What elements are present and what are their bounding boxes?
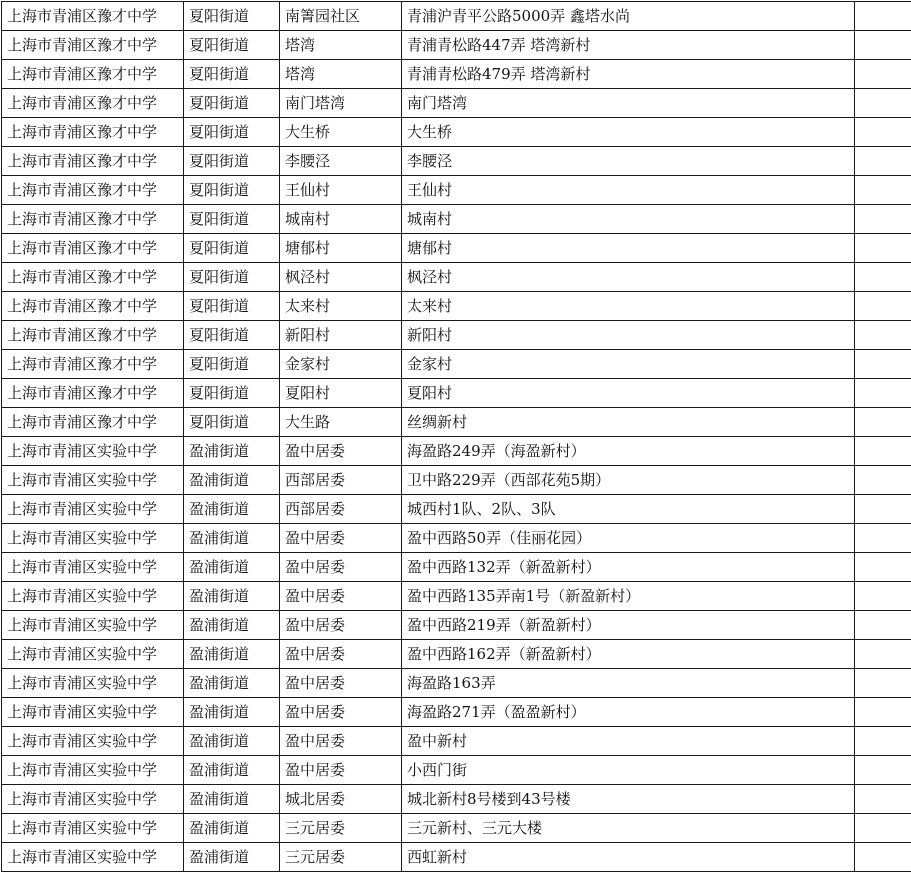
school-cell: 上海市青浦区豫才中学 xyxy=(2,2,184,31)
table-row xyxy=(2,524,911,553)
street-cell: 盈浦街道 xyxy=(184,466,280,495)
address-cell: 盈中西路162弄（新盈新村） xyxy=(402,640,855,669)
committee-cell: 盈中居委 xyxy=(280,698,402,727)
table-row xyxy=(2,60,911,89)
street-cell: 夏阳街道 xyxy=(184,234,280,263)
address-cell: 海盈路271弄（盈盈新村） xyxy=(402,698,855,727)
committee-cell: 三元居委 xyxy=(280,843,402,872)
school-cell: 上海市青浦区实验中学 xyxy=(2,553,184,582)
table-row xyxy=(2,89,911,118)
table-row xyxy=(2,379,911,408)
school-cell: 上海市青浦区实验中学 xyxy=(2,843,184,872)
table-row xyxy=(2,408,911,437)
table-row xyxy=(2,147,911,176)
school-cell: 上海市青浦区实验中学 xyxy=(2,437,184,466)
committee-cell: 盈中居委 xyxy=(280,640,402,669)
table-row xyxy=(2,437,911,466)
committee-cell: 盈中居委 xyxy=(280,727,402,756)
blank-cell xyxy=(855,611,911,640)
street-cell: 盈浦街道 xyxy=(184,495,280,524)
blank-cell xyxy=(855,321,911,350)
committee-cell: 南门塔湾 xyxy=(280,89,402,118)
address-cell: 新阳村 xyxy=(402,321,855,350)
address-cell: 盈中西路132弄（新盈新村） xyxy=(402,553,855,582)
address-cell: 李腰泾 xyxy=(402,147,855,176)
street-cell: 夏阳街道 xyxy=(184,321,280,350)
street-cell: 夏阳街道 xyxy=(184,408,280,437)
committee-cell: 塔湾 xyxy=(280,60,402,89)
address-cell: 大生桥 xyxy=(402,118,855,147)
table-row xyxy=(2,698,911,727)
school-cell: 上海市青浦区豫才中学 xyxy=(2,408,184,437)
committee-cell: 盈中居委 xyxy=(280,524,402,553)
blank-cell xyxy=(855,843,911,872)
school-cell: 上海市青浦区实验中学 xyxy=(2,727,184,756)
committee-cell: 西部居委 xyxy=(280,495,402,524)
address-cell: 青浦青松路479弄 塔湾新村 xyxy=(402,60,855,89)
blank-cell xyxy=(855,640,911,669)
address-cell: 青浦沪青平公路5000弄 鑫塔水尚 xyxy=(402,2,855,31)
school-cell: 上海市青浦区实验中学 xyxy=(2,756,184,785)
committee-cell: 金家村 xyxy=(280,350,402,379)
blank-cell xyxy=(855,176,911,205)
committee-cell: 西部居委 xyxy=(280,466,402,495)
street-cell: 盈浦街道 xyxy=(184,785,280,814)
table-row xyxy=(2,495,911,524)
school-cell: 上海市青浦区实验中学 xyxy=(2,785,184,814)
address-cell: 海盈路163弄 xyxy=(402,669,855,698)
street-cell: 盈浦街道 xyxy=(184,611,280,640)
blank-cell xyxy=(855,205,911,234)
street-cell: 盈浦街道 xyxy=(184,756,280,785)
address-cell: 盈中西路219弄（新盈新村） xyxy=(402,611,855,640)
blank-cell xyxy=(855,582,911,611)
table-row xyxy=(2,756,911,785)
address-cell: 城西村1队、2队、3队 xyxy=(402,495,855,524)
table-row xyxy=(2,640,911,669)
street-cell: 盈浦街道 xyxy=(184,437,280,466)
committee-cell: 盈中居委 xyxy=(280,611,402,640)
blank-cell xyxy=(855,60,911,89)
street-cell: 盈浦街道 xyxy=(184,727,280,756)
address-cell: 枫泾村 xyxy=(402,263,855,292)
address-cell: 太来村 xyxy=(402,292,855,321)
address-cell: 夏阳村 xyxy=(402,379,855,408)
table-row xyxy=(2,814,911,843)
street-cell: 盈浦街道 xyxy=(184,640,280,669)
committee-cell: 太来村 xyxy=(280,292,402,321)
committee-cell: 新阳村 xyxy=(280,321,402,350)
table-body xyxy=(2,2,911,872)
blank-cell xyxy=(855,495,911,524)
school-cell: 上海市青浦区豫才中学 xyxy=(2,350,184,379)
address-cell: 城北新村8号楼到43号楼 xyxy=(402,785,855,814)
street-cell: 盈浦街道 xyxy=(184,524,280,553)
committee-cell: 城南村 xyxy=(280,205,402,234)
school-cell: 上海市青浦区实验中学 xyxy=(2,582,184,611)
address-cell: 西虹新村 xyxy=(402,843,855,872)
table-row xyxy=(2,205,911,234)
school-cell: 上海市青浦区实验中学 xyxy=(2,814,184,843)
school-cell: 上海市青浦区实验中学 xyxy=(2,611,184,640)
blank-cell xyxy=(855,350,911,379)
school-cell: 上海市青浦区实验中学 xyxy=(2,640,184,669)
address-cell: 南门塔湾 xyxy=(402,89,855,118)
committee-cell: 盈中居委 xyxy=(280,437,402,466)
blank-cell xyxy=(855,727,911,756)
committee-cell: 南箐园社区 xyxy=(280,2,402,31)
street-cell: 夏阳街道 xyxy=(184,205,280,234)
blank-cell xyxy=(855,89,911,118)
table-row xyxy=(2,234,911,263)
address-cell: 丝绸新村 xyxy=(402,408,855,437)
blank-cell xyxy=(855,379,911,408)
street-cell: 盈浦街道 xyxy=(184,582,280,611)
street-cell: 盈浦街道 xyxy=(184,814,280,843)
school-cell: 上海市青浦区豫才中学 xyxy=(2,118,184,147)
table-row xyxy=(2,727,911,756)
street-cell: 夏阳街道 xyxy=(184,263,280,292)
street-cell: 夏阳街道 xyxy=(184,2,280,31)
table-row xyxy=(2,176,911,205)
school-cell: 上海市青浦区实验中学 xyxy=(2,698,184,727)
address-cell: 盈中西路135弄南1号（新盈新村） xyxy=(402,582,855,611)
committee-cell: 盈中居委 xyxy=(280,756,402,785)
school-cell: 上海市青浦区豫才中学 xyxy=(2,60,184,89)
committee-cell: 塔湾 xyxy=(280,31,402,60)
blank-cell xyxy=(855,524,911,553)
street-cell: 夏阳街道 xyxy=(184,31,280,60)
table-row xyxy=(2,321,911,350)
school-cell: 上海市青浦区豫才中学 xyxy=(2,89,184,118)
blank-cell xyxy=(855,698,911,727)
table-row xyxy=(2,292,911,321)
committee-cell: 盈中居委 xyxy=(280,553,402,582)
committee-cell: 盈中居委 xyxy=(280,669,402,698)
table-row xyxy=(2,843,911,872)
street-cell: 夏阳街道 xyxy=(184,118,280,147)
table-row xyxy=(2,611,911,640)
blank-cell xyxy=(855,118,911,147)
address-cell: 王仙村 xyxy=(402,176,855,205)
committee-cell: 枫泾村 xyxy=(280,263,402,292)
school-cell: 上海市青浦区豫才中学 xyxy=(2,263,184,292)
school-cell: 上海市青浦区豫才中学 xyxy=(2,176,184,205)
school-cell: 上海市青浦区豫才中学 xyxy=(2,234,184,263)
school-cell: 上海市青浦区实验中学 xyxy=(2,466,184,495)
address-cell: 盈中新村 xyxy=(402,727,855,756)
school-district-table xyxy=(1,1,911,872)
address-cell: 三元新村、三元大楼 xyxy=(402,814,855,843)
blank-cell xyxy=(855,2,911,31)
school-cell: 上海市青浦区豫才中学 xyxy=(2,147,184,176)
school-cell: 上海市青浦区实验中学 xyxy=(2,669,184,698)
blank-cell xyxy=(855,669,911,698)
address-cell: 青浦青松路447弄 塔湾新村 xyxy=(402,31,855,60)
committee-cell: 大生路 xyxy=(280,408,402,437)
school-cell: 上海市青浦区豫才中学 xyxy=(2,321,184,350)
blank-cell xyxy=(855,408,911,437)
blank-cell xyxy=(855,756,911,785)
table-row xyxy=(2,669,911,698)
table-row xyxy=(2,263,911,292)
street-cell: 盈浦街道 xyxy=(184,669,280,698)
street-cell: 夏阳街道 xyxy=(184,292,280,321)
committee-cell: 城北居委 xyxy=(280,785,402,814)
blank-cell xyxy=(855,31,911,60)
school-cell: 上海市青浦区豫才中学 xyxy=(2,379,184,408)
blank-cell xyxy=(855,785,911,814)
school-district-table-sheet xyxy=(1,1,910,872)
street-cell: 夏阳街道 xyxy=(184,60,280,89)
committee-cell: 三元居委 xyxy=(280,814,402,843)
blank-cell xyxy=(855,292,911,321)
table-row xyxy=(2,553,911,582)
table-row xyxy=(2,31,911,60)
blank-cell xyxy=(855,466,911,495)
street-cell: 夏阳街道 xyxy=(184,350,280,379)
blank-cell xyxy=(855,147,911,176)
blank-cell xyxy=(855,814,911,843)
street-cell: 盈浦街道 xyxy=(184,553,280,582)
street-cell: 夏阳街道 xyxy=(184,176,280,205)
school-cell: 上海市青浦区实验中学 xyxy=(2,495,184,524)
blank-cell xyxy=(855,553,911,582)
street-cell: 盈浦街道 xyxy=(184,843,280,872)
table-row xyxy=(2,350,911,379)
committee-cell: 盈中居委 xyxy=(280,582,402,611)
street-cell: 夏阳街道 xyxy=(184,89,280,118)
committee-cell: 塘郁村 xyxy=(280,234,402,263)
blank-cell xyxy=(855,437,911,466)
street-cell: 夏阳街道 xyxy=(184,379,280,408)
school-cell: 上海市青浦区豫才中学 xyxy=(2,205,184,234)
committee-cell: 李腰泾 xyxy=(280,147,402,176)
school-cell: 上海市青浦区豫才中学 xyxy=(2,292,184,321)
table-row xyxy=(2,466,911,495)
street-cell: 盈浦街道 xyxy=(184,698,280,727)
street-cell: 夏阳街道 xyxy=(184,147,280,176)
table-row xyxy=(2,785,911,814)
address-cell: 小西门街 xyxy=(402,756,855,785)
table-row xyxy=(2,118,911,147)
committee-cell: 夏阳村 xyxy=(280,379,402,408)
address-cell: 金家村 xyxy=(402,350,855,379)
blank-cell xyxy=(855,263,911,292)
address-cell: 盈中西路50弄（佳丽花园） xyxy=(402,524,855,553)
blank-cell xyxy=(855,234,911,263)
school-cell: 上海市青浦区实验中学 xyxy=(2,524,184,553)
school-cell: 上海市青浦区豫才中学 xyxy=(2,31,184,60)
address-cell: 城南村 xyxy=(402,205,855,234)
address-cell: 塘郁村 xyxy=(402,234,855,263)
committee-cell: 大生桥 xyxy=(280,118,402,147)
committee-cell: 王仙村 xyxy=(280,176,402,205)
address-cell: 海盈路249弄（海盈新村） xyxy=(402,437,855,466)
address-cell: 卫中路229弄（西部花苑5期） xyxy=(402,466,855,495)
table-row xyxy=(2,2,911,31)
table-row xyxy=(2,582,911,611)
